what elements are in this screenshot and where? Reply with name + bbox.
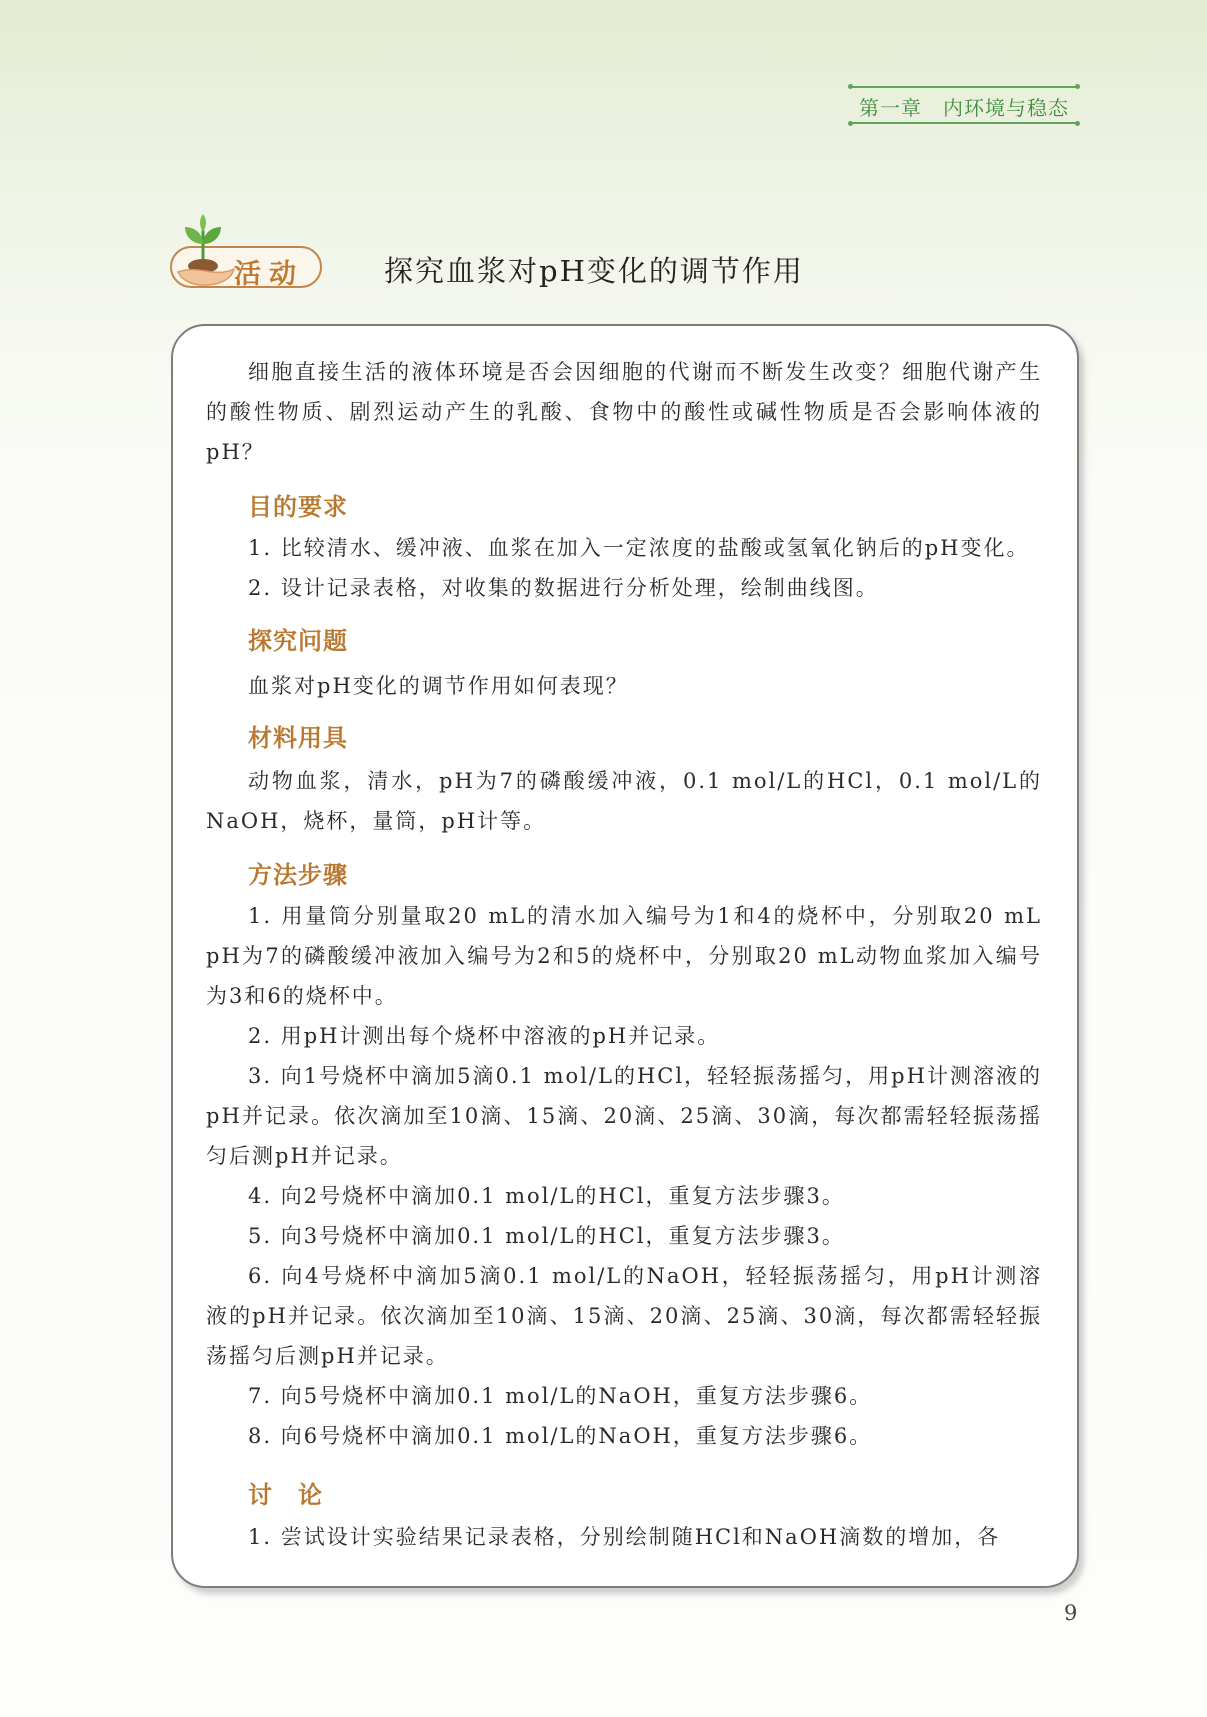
discussion-item: 1. 尝试设计实验结果记录表格，分别绘制随HCl和NaOH滴数的增加，各 [248, 1525, 1001, 1549]
discussion-list [206, 1517, 1042, 1557]
discussion-section [206, 1475, 1042, 1515]
question-block [206, 666, 1042, 706]
methods-section [206, 855, 1042, 895]
materials-heading: 材料用具 [248, 724, 348, 752]
goals-item: 1. 比较清水、缓冲液、血浆在加入一定浓度的盐酸或氢氧化钠后的pH变化。 [248, 536, 1030, 560]
methods-item: 3. 向1号烧杯中滴加5滴0.1 mol/L的HCl，轻轻振荡摇匀，用pH计测溶液的pH并记录。依次滴加至10滴、15滴、20滴、25滴、30滴，每次都需轻轻振荡摇匀后测pH并记录。 [206, 1064, 1042, 1168]
methods-item: 7. 向5号烧杯中滴加0.1 mol/L的NaOH，重复方法步骤6。 [248, 1384, 873, 1408]
materials-block [206, 761, 1042, 841]
methods-item: 6. 向4号烧杯中滴加5滴0.1 mol/L的NaOH，轻轻振荡摇匀，用pH计测溶液的pH并记录。依次滴加至10滴、15滴、20滴、25滴、30滴，每次都需轻轻振荡摇匀后测pH并记录。 [206, 1264, 1042, 1368]
question-text: 血浆对pH变化的调节作用如何表现？ [248, 674, 629, 698]
activity-badge-label: 活动 [234, 259, 304, 290]
chapter-rule-top [850, 86, 1078, 88]
intro-block [206, 352, 1042, 472]
chapter-tag [850, 83, 1078, 127]
question-heading: 探究问题 [248, 627, 348, 655]
methods-item: 2. 用pH计测出每个烧杯中溶液的pH并记录。 [248, 1024, 721, 1048]
goals-heading: 目的要求 [248, 493, 348, 521]
question-section [206, 621, 1042, 661]
page-number: 9 [1064, 1601, 1078, 1625]
chapter-rule-dot [848, 121, 853, 126]
materials-section [206, 718, 1042, 758]
sprout-in-hand-icon [172, 214, 236, 288]
intro-paragraph: 细胞直接生活的液体环境是否会因细胞的代谢而不断发生改变？细胞代谢产生的酸性物质、剧烈运动产生的乳酸、食物中的酸性或碱性物质是否会影响体液的pH？ [206, 360, 1042, 464]
discussion-heading: 讨 论 [248, 1481, 323, 1509]
activity-title: 探究血浆对pH变化的调节作用 [384, 254, 804, 288]
methods-list [206, 896, 1042, 1456]
methods-item: 1. 用量筒分别量取20 mL的清水加入编号为1和4的烧杯中，分别取20 mL pH为7的磷酸缓冲液加入编号为2和5的烧杯中，分别取20 mL动物血浆加入编号为3和6的烧杯中。 [206, 904, 1042, 1008]
goals-item: 2. 设计记录表格，对收集的数据进行分析处理，绘制曲线图。 [248, 576, 879, 600]
chapter-rule-dot [848, 84, 853, 89]
chapter-title: 第一章 内环境与稳态 [859, 96, 1069, 120]
methods-item: 5. 向3号烧杯中滴加0.1 mol/L的HCl，重复方法步骤3。 [248, 1224, 845, 1248]
goals-section [206, 487, 1042, 527]
methods-item: 4. 向2号烧杯中滴加0.1 mol/L的HCl，重复方法步骤3。 [248, 1184, 845, 1208]
methods-heading: 方法步骤 [248, 861, 348, 889]
chapter-rule-bottom [850, 122, 1078, 124]
chapter-rule-dot [1075, 121, 1080, 126]
materials-text: 动物血浆，清水，pH为7的磷酸缓冲液，0.1 mol/L的HCl，0.1 mol/L的NaOH，烧杯，量筒，pH计等。 [206, 769, 1042, 833]
methods-item: 8. 向6号烧杯中滴加0.1 mol/L的NaOH，重复方法步骤6。 [248, 1424, 873, 1448]
chapter-rule-dot [1075, 84, 1080, 89]
goals-list [206, 528, 1042, 608]
